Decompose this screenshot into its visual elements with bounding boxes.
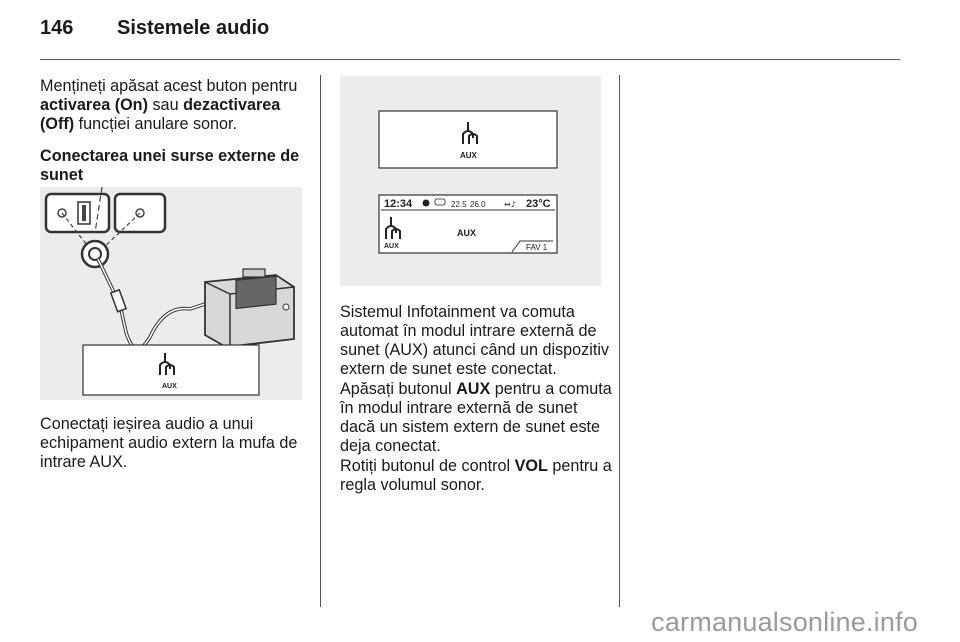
status-freq2: 26.0	[470, 200, 486, 209]
infotainment-display-figure	[340, 76, 601, 286]
para-line: extern de sunet este conectat.	[340, 360, 557, 378]
subheading-line: Conectarea unei surse externe de	[40, 147, 300, 165]
aux-button-name: AUX	[456, 380, 491, 398]
volume-paragraph	[340, 457, 615, 495]
para-line: automat în modul intrare externă de	[340, 322, 597, 340]
subheading-line: sunet	[40, 166, 84, 184]
section-subheading	[40, 147, 315, 185]
connect-instruction-paragraph	[40, 415, 315, 472]
bold-off-label: (Off)	[40, 115, 75, 133]
para-line: dacă un sistem extern de sunet este	[340, 418, 601, 436]
para-text: funcției anulare sonor.	[74, 115, 238, 133]
aux-connection-illustration	[40, 187, 302, 400]
vol-button-name: VOL	[514, 457, 548, 475]
para-line: în modul intrare externă de sunet	[340, 399, 578, 417]
para-line: sunet (AUX) atunci când un dispozitiv	[340, 341, 610, 359]
para-line: regla volumul sonor.	[340, 476, 485, 494]
favourite-label: FAV 1	[526, 243, 548, 252]
para-text: Apăsați butonul	[340, 380, 457, 398]
aux-center-label: AUX	[457, 228, 477, 238]
auto-switch-paragraph	[340, 303, 615, 379]
status-dot-icon	[423, 200, 430, 207]
audio-arrows-icon: ↔♪	[504, 200, 516, 209]
status-freq1: 22.5	[451, 200, 467, 209]
para-line: Conectați ieșirea audio a unui	[40, 415, 254, 433]
para-line: Sistemul Infotainment va comuta	[340, 303, 575, 321]
para-line: deja conectat.	[340, 437, 441, 455]
page-number: 146	[40, 17, 74, 39]
column-divider-right	[619, 75, 620, 607]
para-line: intrare AUX.	[40, 453, 128, 471]
status-time: 12:34	[384, 198, 413, 210]
para-line: echipament audio extern la mufa de	[40, 434, 298, 452]
mute-instruction-paragraph	[40, 77, 315, 134]
watermark-text: carmanualsonline.info	[651, 607, 918, 637]
aux-button-paragraph	[340, 380, 615, 456]
bold-off-text: dezactivarea	[183, 96, 281, 114]
aux-icon-label: AUX	[384, 243, 399, 250]
para-text: sau	[147, 96, 184, 114]
column-divider-left	[320, 75, 321, 607]
para-text: pentru a	[547, 457, 612, 475]
aux-display-label: AUX	[162, 383, 177, 390]
header-divider	[40, 59, 900, 60]
para-text: Mențineți apăsat acest buton pentru	[40, 77, 298, 95]
para-text: Rotiți butonul de control	[340, 457, 515, 475]
bold-on-text: activarea (On)	[40, 96, 148, 114]
infotainment-display-illustration	[340, 76, 601, 286]
page-title: Sistemele audio	[117, 17, 270, 39]
aux-connection-figure	[40, 187, 302, 400]
aux-mode-label: AUX	[460, 151, 477, 160]
para-text: pentru a comuta	[490, 380, 612, 398]
status-temperature: 23°C	[526, 198, 551, 210]
